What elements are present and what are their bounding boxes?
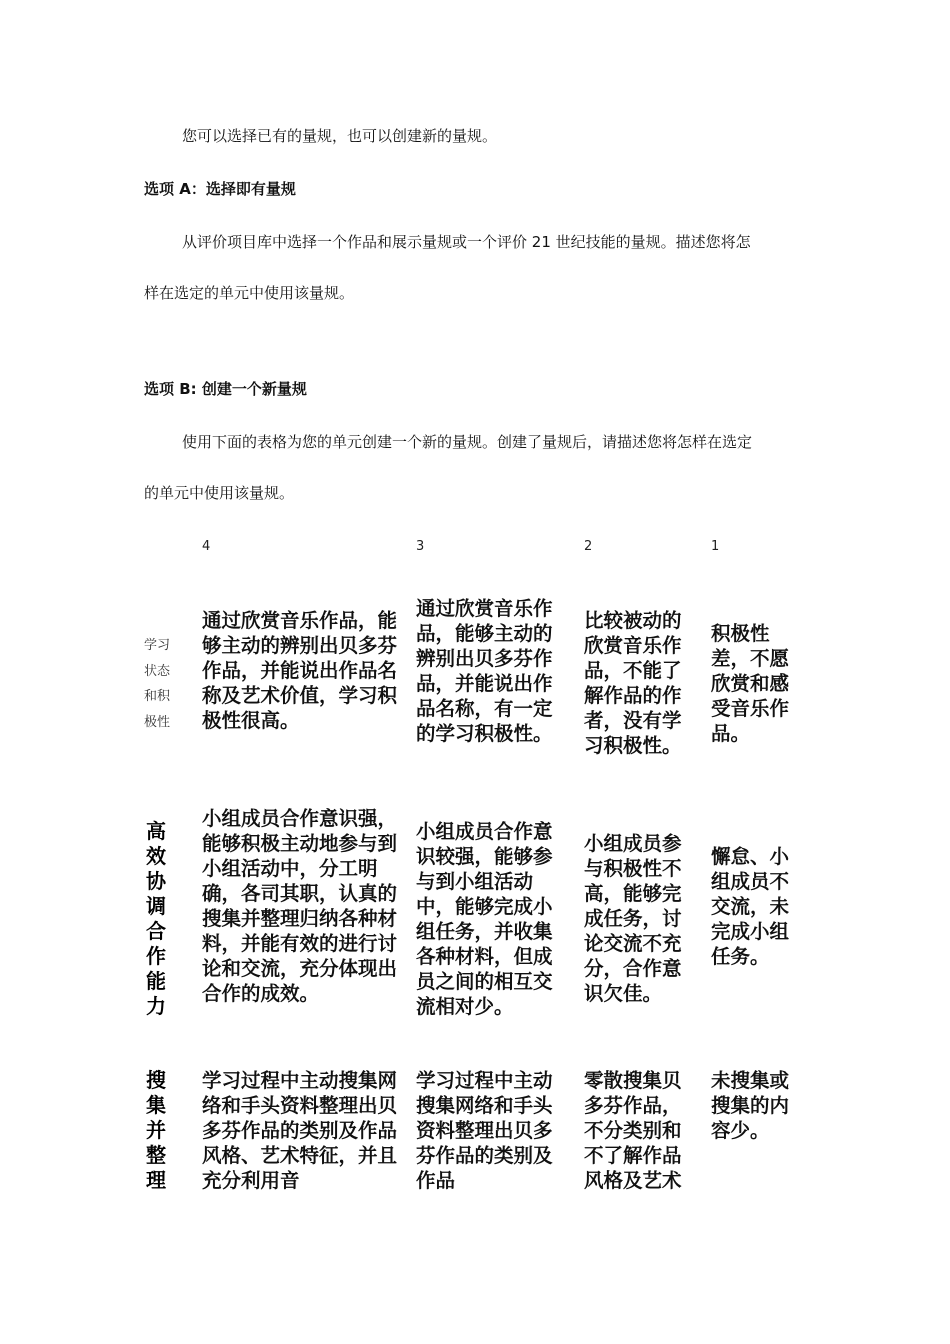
score-header-1: 1 bbox=[711, 539, 720, 554]
table-cell: 积极性差，不愿欣赏和感受音乐作品。 bbox=[711, 622, 790, 745]
score-header-3: 3 bbox=[416, 539, 425, 554]
table-cell: 零散搜集贝多芬作品，不分类别和不了解作品风格及艺术 bbox=[584, 1069, 682, 1192]
option-a-text-line1: 从评价项目库中选择一个作品和展示量规或一个评价 21 世纪技能的量规。描述您将怎 bbox=[182, 233, 751, 251]
score-header-4: 4 bbox=[202, 539, 211, 554]
table-cell: 未搜集或搜集的内容少。 bbox=[711, 1069, 790, 1142]
option-a-heading: 选项 A：选择即有量规 bbox=[144, 180, 296, 198]
row-label-learning-attitude: 学习状态和积极性 bbox=[144, 638, 171, 730]
option-b-heading: 选项 B: 创建一个新量规 bbox=[144, 380, 307, 398]
table-cell: 学习过程中主动搜集网络和手头资料整理出贝多芬作品的类别及作品 bbox=[416, 1069, 553, 1192]
table-cell: 小组成员合作意识强，能够积极主动地参与到小组活动中，分工明确，各司其职，认真的搜集并整理归纳各种材料，并能有效的进行讨论和交流，充分体现出合作的成效。 bbox=[202, 807, 398, 1005]
row-label-cooperation: 高效协调合作能力 bbox=[146, 819, 166, 1018]
option-a-text-line2: 样在选定的单元中使用该量规。 bbox=[144, 284, 355, 302]
table-cell: 通过欣赏音乐作品，能够主动的辨别出贝多芬作品，并能说出作品名称，有一定的学习积极性。 bbox=[416, 597, 553, 745]
table-cell: 通过欣赏音乐作品，能够主动的辨别出贝多芬作品，并能说出作品名称及艺术价值，学习积极性很高。 bbox=[202, 609, 398, 732]
table-cell: 小组成员参与积极性不高，能够完成任务，讨论交流不充分，合作意识欠佳。 bbox=[584, 832, 682, 1005]
option-b-text-line2: 的单元中使用该量规。 bbox=[144, 484, 295, 502]
intro-text: 您可以选择已有的量规，也可以创建新的量规。 bbox=[182, 127, 498, 145]
row-label-collection: 搜集并整理 bbox=[146, 1068, 166, 1192]
table-cell: 学习过程中主动搜集网络和手头资料整理出贝多芬作品的类别及作品风格、艺术特征，并且充分利用音 bbox=[202, 1069, 398, 1192]
table-cell: 懈怠、小组成员不交流，未完成小组任务。 bbox=[711, 845, 790, 968]
option-b-text-line1: 使用下面的表格为您的单元创建一个新的量规。创建了量规后，请描述您将怎样在选定 bbox=[182, 433, 753, 451]
score-header-2: 2 bbox=[584, 539, 593, 554]
table-cell: 小组成员合作意识较强，能够参与到小组活动中，能够完成小组任务，并收集各种材料，但成员之间的相互交流相对少。 bbox=[416, 820, 553, 1018]
table-cell: 比较被动的欣赏音乐作品，不能了解作品的作者，没有学习积极性。 bbox=[584, 609, 682, 757]
